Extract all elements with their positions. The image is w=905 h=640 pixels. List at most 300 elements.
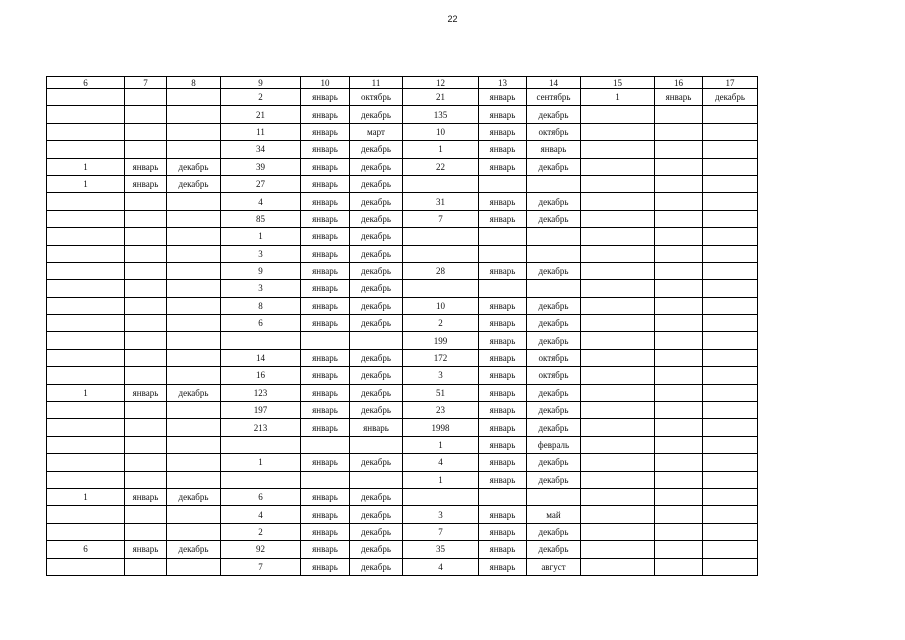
- table-cell: [655, 523, 703, 540]
- table-row: [47, 280, 758, 297]
- table-cell: [167, 436, 221, 453]
- table-cell: [125, 210, 167, 227]
- table-cell: январь: [301, 349, 350, 366]
- table-cell: 1: [581, 89, 655, 106]
- table-cell: [581, 419, 655, 436]
- table-cell: [581, 523, 655, 540]
- table-cell: [479, 175, 527, 192]
- table-cell: [703, 349, 758, 366]
- table-cell: [581, 541, 655, 558]
- table-cell: декабрь: [527, 454, 581, 471]
- table-cell: январь: [301, 297, 350, 314]
- table-cell: [167, 210, 221, 227]
- table-cell: декабрь: [350, 106, 403, 123]
- table-cell: 27: [221, 175, 301, 192]
- table-cell: [167, 523, 221, 540]
- table-cell: [581, 332, 655, 349]
- table-header: [47, 77, 758, 89]
- table-cell: [655, 141, 703, 158]
- table-cell: январь: [301, 384, 350, 401]
- table-cell: [125, 332, 167, 349]
- table-cell: [125, 558, 167, 575]
- table-cell: [167, 558, 221, 575]
- table-cell: [125, 262, 167, 279]
- column-header: 17: [703, 77, 758, 89]
- table-cell: январь: [301, 245, 350, 262]
- table-cell: [167, 332, 221, 349]
- table-cell: [655, 454, 703, 471]
- table-cell: [581, 349, 655, 366]
- table-cell: август: [527, 558, 581, 575]
- table-cell: 4: [221, 193, 301, 210]
- table-cell: январь: [479, 141, 527, 158]
- column-header: 9: [221, 77, 301, 89]
- table-cell: январь: [479, 419, 527, 436]
- table-cell: октябрь: [527, 349, 581, 366]
- table-cell: [167, 367, 221, 384]
- table-cell: [655, 175, 703, 192]
- table-cell: январь: [301, 123, 350, 140]
- table-cell: [703, 332, 758, 349]
- table-cell: [655, 419, 703, 436]
- table-cell: [581, 367, 655, 384]
- table-cell: [527, 175, 581, 192]
- table-cell: январь: [301, 141, 350, 158]
- table-cell: [125, 280, 167, 297]
- table-cell: [125, 297, 167, 314]
- table-cell: [125, 315, 167, 332]
- table-cell: декабрь: [350, 228, 403, 245]
- table-cell: [125, 349, 167, 366]
- table-cell: [655, 332, 703, 349]
- table-cell: [581, 315, 655, 332]
- table-cell: [581, 210, 655, 227]
- table-cell: декабрь: [350, 193, 403, 210]
- table-cell: декабрь: [350, 262, 403, 279]
- table-cell: [703, 402, 758, 419]
- table-cell: [703, 245, 758, 262]
- table-row: [47, 175, 758, 192]
- table-row: [47, 158, 758, 175]
- table-cell: январь: [301, 175, 350, 192]
- table-cell: 7: [403, 523, 479, 540]
- table-cell: [581, 454, 655, 471]
- table-cell: декабрь: [527, 384, 581, 401]
- table-cell: декабрь: [527, 210, 581, 227]
- table-cell: [655, 402, 703, 419]
- table-cell: декабрь: [350, 454, 403, 471]
- table-cell: 34: [221, 141, 301, 158]
- table-cell: 28: [403, 262, 479, 279]
- table-cell: [125, 436, 167, 453]
- table-cell: [167, 123, 221, 140]
- table-cell: [167, 315, 221, 332]
- table-cell: декабрь: [350, 506, 403, 523]
- table-cell: [527, 280, 581, 297]
- table-cell: [655, 245, 703, 262]
- table-cell: 2: [403, 315, 479, 332]
- table-cell: 7: [221, 558, 301, 575]
- table-cell: [47, 506, 125, 523]
- table-cell: [47, 123, 125, 140]
- column-header: 13: [479, 77, 527, 89]
- table-cell: [581, 228, 655, 245]
- table-cell: январь: [301, 280, 350, 297]
- table-row: [47, 228, 758, 245]
- table-cell: январь: [125, 175, 167, 192]
- header-row: [47, 77, 758, 89]
- table-cell: [655, 158, 703, 175]
- column-header: 7: [125, 77, 167, 89]
- table-cell: декабрь: [350, 297, 403, 314]
- table-cell: [527, 228, 581, 245]
- table-row: [47, 558, 758, 575]
- table-cell: [703, 158, 758, 175]
- table-cell: 1998: [403, 419, 479, 436]
- table-cell: [655, 488, 703, 505]
- table-cell: 4: [403, 558, 479, 575]
- table-cell: декабрь: [527, 297, 581, 314]
- table-cell: [655, 367, 703, 384]
- table-cell: 1: [47, 175, 125, 192]
- table-cell: [167, 454, 221, 471]
- table-cell: 14: [221, 349, 301, 366]
- table-row: [47, 262, 758, 279]
- table-cell: декабрь: [527, 332, 581, 349]
- table-cell: январь: [301, 158, 350, 175]
- table-cell: [167, 419, 221, 436]
- table-cell: 1: [47, 384, 125, 401]
- table-cell: 9: [221, 262, 301, 279]
- table-cell: [703, 210, 758, 227]
- table-cell: 172: [403, 349, 479, 366]
- table-cell: [47, 558, 125, 575]
- table-row: [47, 471, 758, 488]
- table-cell: январь: [301, 315, 350, 332]
- table-cell: [703, 280, 758, 297]
- table-cell: [125, 454, 167, 471]
- table-cell: 123: [221, 384, 301, 401]
- table-row: [47, 454, 758, 471]
- table-cell: 51: [403, 384, 479, 401]
- table-cell: январь: [479, 436, 527, 453]
- table-cell: [301, 471, 350, 488]
- table-cell: декабрь: [527, 541, 581, 558]
- table-cell: [221, 332, 301, 349]
- table-cell: [167, 89, 221, 106]
- column-header: 16: [655, 77, 703, 89]
- table-cell: [47, 262, 125, 279]
- table-row: [47, 541, 758, 558]
- page-number: 22: [447, 14, 458, 24]
- table-cell: октябрь: [527, 367, 581, 384]
- column-header: 8: [167, 77, 221, 89]
- table-cell: [47, 349, 125, 366]
- table-cell: декабрь: [350, 210, 403, 227]
- table-body: [47, 89, 758, 576]
- table-cell: 8: [221, 297, 301, 314]
- table-cell: [655, 384, 703, 401]
- table-cell: 3: [221, 280, 301, 297]
- table-cell: [703, 297, 758, 314]
- table-cell: [301, 436, 350, 453]
- table-cell: 10: [403, 297, 479, 314]
- table-cell: 1: [221, 454, 301, 471]
- table-cell: [350, 471, 403, 488]
- table-cell: декабрь: [527, 193, 581, 210]
- table-cell: январь: [479, 89, 527, 106]
- table-row: [47, 523, 758, 540]
- table-cell: октябрь: [527, 123, 581, 140]
- table-cell: [703, 315, 758, 332]
- table-cell: [47, 454, 125, 471]
- table-cell: [47, 471, 125, 488]
- table-cell: декабрь: [527, 402, 581, 419]
- table-cell: 22: [403, 158, 479, 175]
- table-cell: [655, 280, 703, 297]
- table-cell: [655, 297, 703, 314]
- table-cell: [655, 228, 703, 245]
- table-row: [47, 315, 758, 332]
- table-cell: [125, 228, 167, 245]
- table-cell: январь: [301, 402, 350, 419]
- table-cell: [703, 193, 758, 210]
- table-cell: 21: [403, 89, 479, 106]
- column-header: 11: [350, 77, 403, 89]
- table-cell: [655, 106, 703, 123]
- table-cell: [47, 402, 125, 419]
- table-cell: [655, 315, 703, 332]
- table-row: [47, 210, 758, 227]
- table-cell: [47, 315, 125, 332]
- table-cell: декабрь: [527, 106, 581, 123]
- table-cell: январь: [479, 262, 527, 279]
- table-cell: [655, 506, 703, 523]
- table-cell: январь: [301, 262, 350, 279]
- table-cell: [167, 228, 221, 245]
- table-cell: январь: [125, 488, 167, 505]
- table-cell: декабрь: [350, 558, 403, 575]
- table-cell: [581, 141, 655, 158]
- column-header: 12: [403, 77, 479, 89]
- table-cell: январь: [479, 123, 527, 140]
- table-cell: [350, 332, 403, 349]
- table-cell: 1: [403, 436, 479, 453]
- table-cell: январь: [125, 158, 167, 175]
- table-cell: январь: [479, 523, 527, 540]
- table-cell: [47, 141, 125, 158]
- table-cell: январь: [479, 315, 527, 332]
- table-cell: [655, 558, 703, 575]
- table-cell: январь: [125, 541, 167, 558]
- table-cell: [47, 245, 125, 262]
- column-header: 14: [527, 77, 581, 89]
- table-cell: [703, 523, 758, 540]
- table-cell: [403, 245, 479, 262]
- table-cell: [703, 123, 758, 140]
- table-cell: [703, 488, 758, 505]
- table-cell: январь: [479, 210, 527, 227]
- table-cell: январь: [301, 419, 350, 436]
- table-row: [47, 367, 758, 384]
- table-cell: январь: [301, 367, 350, 384]
- table-cell: [403, 175, 479, 192]
- table-cell: январь: [479, 506, 527, 523]
- table-cell: октябрь: [350, 89, 403, 106]
- table-cell: [479, 488, 527, 505]
- table-cell: [527, 245, 581, 262]
- table-cell: 39: [221, 158, 301, 175]
- table-cell: 10: [403, 123, 479, 140]
- table-cell: [479, 280, 527, 297]
- table-cell: январь: [479, 367, 527, 384]
- table-cell: [125, 193, 167, 210]
- table-cell: [703, 419, 758, 436]
- table-cell: декабрь: [350, 367, 403, 384]
- table-cell: [581, 471, 655, 488]
- table-cell: [581, 436, 655, 453]
- table-cell: [581, 245, 655, 262]
- table-cell: 135: [403, 106, 479, 123]
- table-cell: [47, 436, 125, 453]
- table-cell: [47, 106, 125, 123]
- table-cell: [125, 402, 167, 419]
- table-cell: [403, 280, 479, 297]
- table-cell: [479, 228, 527, 245]
- table-cell: декабрь: [167, 488, 221, 505]
- table-cell: 1: [221, 228, 301, 245]
- table-cell: [221, 436, 301, 453]
- table-cell: декабрь: [350, 384, 403, 401]
- column-header: 6: [47, 77, 125, 89]
- table-cell: [167, 297, 221, 314]
- table-cell: 23: [403, 402, 479, 419]
- table-cell: [703, 506, 758, 523]
- table-cell: [350, 436, 403, 453]
- table-cell: январь: [301, 106, 350, 123]
- table-cell: [479, 245, 527, 262]
- table-cell: [703, 141, 758, 158]
- table-cell: декабрь: [167, 541, 221, 558]
- table-cell: декабрь: [350, 349, 403, 366]
- table-cell: [47, 228, 125, 245]
- table-cell: [655, 436, 703, 453]
- table-cell: январь: [301, 210, 350, 227]
- table-cell: [125, 367, 167, 384]
- table-cell: 1: [47, 158, 125, 175]
- table-cell: декабрь: [350, 488, 403, 505]
- table-cell: декабрь: [167, 158, 221, 175]
- table-cell: [167, 471, 221, 488]
- table-cell: январь: [301, 488, 350, 505]
- table-row: [47, 89, 758, 106]
- table-cell: [581, 558, 655, 575]
- table-cell: январь: [479, 558, 527, 575]
- table-cell: 1: [403, 141, 479, 158]
- table-cell: январь: [479, 384, 527, 401]
- table-cell: декабрь: [527, 158, 581, 175]
- table-row: [47, 349, 758, 366]
- table-cell: 197: [221, 402, 301, 419]
- table-cell: [703, 541, 758, 558]
- table-cell: январь: [479, 454, 527, 471]
- table-cell: январь: [479, 349, 527, 366]
- table-cell: [47, 419, 125, 436]
- table-cell: [125, 506, 167, 523]
- table-cell: [655, 262, 703, 279]
- table-cell: [581, 280, 655, 297]
- table-cell: [403, 488, 479, 505]
- table-cell: [703, 471, 758, 488]
- table-cell: [167, 106, 221, 123]
- table-cell: 3: [221, 245, 301, 262]
- table-cell: январь: [479, 193, 527, 210]
- table-cell: [167, 506, 221, 523]
- table-cell: [655, 541, 703, 558]
- table-cell: [703, 454, 758, 471]
- column-header: 10: [301, 77, 350, 89]
- table-cell: 2: [221, 89, 301, 106]
- table-cell: [125, 106, 167, 123]
- table-cell: декабрь: [527, 315, 581, 332]
- table-row: [47, 488, 758, 505]
- table-cell: 199: [403, 332, 479, 349]
- table-row: [47, 402, 758, 419]
- table-cell: январь: [301, 541, 350, 558]
- table-cell: январь: [479, 297, 527, 314]
- table-cell: январь: [527, 141, 581, 158]
- table-cell: [655, 123, 703, 140]
- table-cell: январь: [301, 558, 350, 575]
- table-cell: [47, 523, 125, 540]
- table-cell: 1: [47, 488, 125, 505]
- table-cell: 3: [403, 506, 479, 523]
- table-cell: 7: [403, 210, 479, 227]
- column-header: 15: [581, 77, 655, 89]
- table-cell: декабрь: [350, 541, 403, 558]
- table-cell: март: [350, 123, 403, 140]
- table-cell: [125, 471, 167, 488]
- table-cell: 92: [221, 541, 301, 558]
- table-cell: [581, 175, 655, 192]
- table-cell: 4: [221, 506, 301, 523]
- table-cell: декабрь: [167, 384, 221, 401]
- table-cell: январь: [479, 158, 527, 175]
- table-cell: 16: [221, 367, 301, 384]
- table-cell: [125, 89, 167, 106]
- table-cell: январь: [479, 541, 527, 558]
- data-table: [46, 76, 758, 576]
- table-cell: [581, 193, 655, 210]
- table-row: [47, 123, 758, 140]
- table-cell: 1: [403, 471, 479, 488]
- table-row: [47, 193, 758, 210]
- table-cell: январь: [479, 106, 527, 123]
- table-row: [47, 384, 758, 401]
- table-cell: [581, 488, 655, 505]
- table-cell: 85: [221, 210, 301, 227]
- table-cell: сентябрь: [527, 89, 581, 106]
- table-cell: февраль: [527, 436, 581, 453]
- table-cell: январь: [301, 523, 350, 540]
- table-cell: декабрь: [350, 280, 403, 297]
- table-cell: декабрь: [350, 523, 403, 540]
- table-cell: [581, 402, 655, 419]
- table-cell: январь: [479, 402, 527, 419]
- table-row: [47, 297, 758, 314]
- table-cell: [47, 297, 125, 314]
- table-cell: [703, 384, 758, 401]
